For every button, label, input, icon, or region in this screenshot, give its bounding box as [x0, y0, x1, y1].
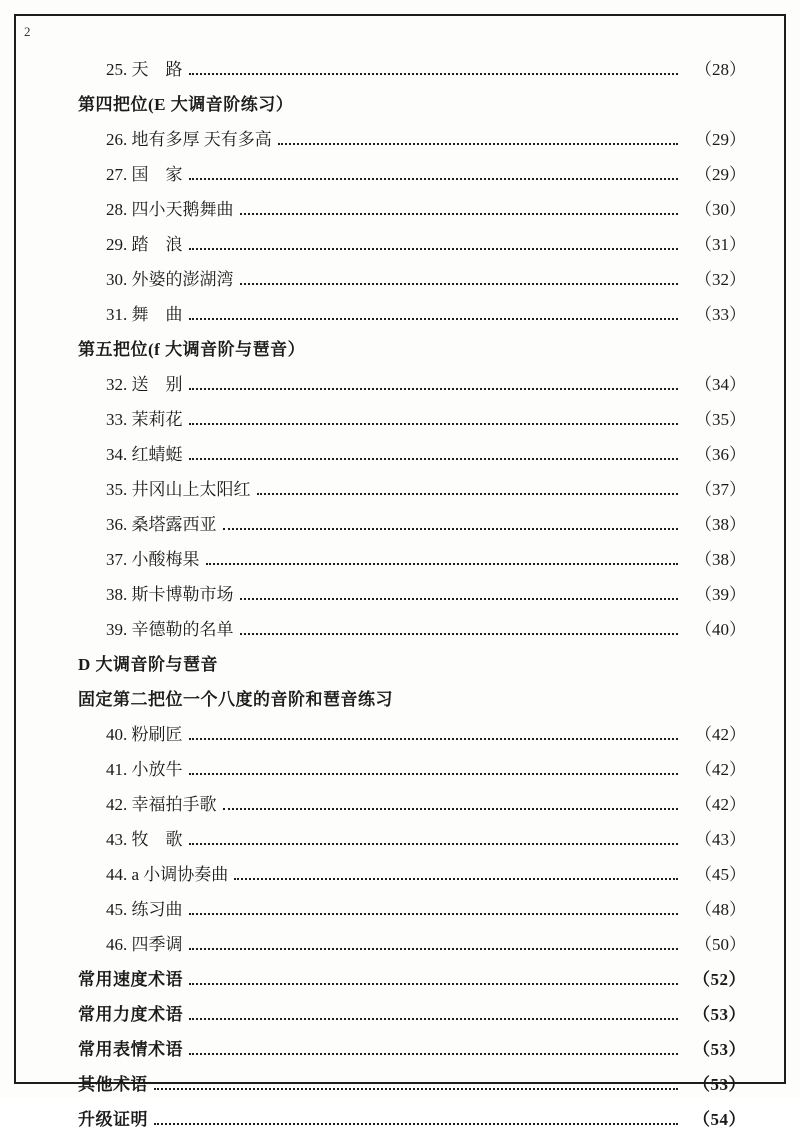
toc-dot-leader: [189, 927, 679, 962]
toc-entry-label: 固定第二把位一个八度的音阶和琶音练习: [78, 690, 393, 709]
toc-dot-leader: [278, 122, 678, 157]
toc-entry-page: （29）: [695, 130, 746, 149]
toc-entry-label: 38. 斯卡博勒市场: [106, 585, 234, 604]
toc-entry-label: 常用力度术语: [78, 1005, 183, 1024]
toc-entry-label: 第四把位(E 大调音阶练习）: [78, 95, 294, 114]
toc-entry: [78, 507, 746, 542]
toc-entry-label: 40. 粉刷匠: [106, 725, 183, 744]
toc-entry: [78, 227, 746, 262]
toc-entry-page: （37）: [695, 480, 746, 499]
toc-entry-page: （35）: [695, 410, 746, 429]
toc-backmatter-entry: [78, 1032, 746, 1067]
toc-dot-leader: [240, 192, 679, 227]
toc-entry-label: 第五把位(f 大调音阶与琶音）: [78, 340, 306, 359]
toc-entry-label: 常用表情术语: [78, 1040, 183, 1059]
toc-entry-page: （33）: [695, 305, 746, 324]
toc-entry: [78, 367, 746, 402]
toc-entry: [78, 472, 746, 507]
toc-entry-label: 46. 四季调: [106, 935, 183, 954]
toc-entry: [78, 717, 746, 752]
toc-entry-label: 升级证明: [78, 1110, 148, 1129]
toc-entry-page: （38）: [695, 515, 746, 534]
toc-dot-leader: [240, 262, 679, 297]
toc-dot-leader: [154, 1067, 678, 1102]
toc-dot-leader: [257, 472, 679, 507]
toc-entry: [78, 822, 746, 857]
toc-entry-label: 34. 红蜻蜓: [106, 445, 183, 464]
toc-dot-leader: [154, 1102, 678, 1137]
toc-entry-page: （53）: [693, 1075, 746, 1094]
toc-entry: [78, 857, 746, 892]
toc-entry: [78, 612, 746, 647]
toc-entry-page: （43）: [695, 830, 746, 849]
toc-dot-leader: [189, 402, 679, 437]
toc-entry-label: 37. 小酸梅果: [106, 550, 200, 569]
toc-entry-label: 29. 踏 浪: [106, 235, 183, 254]
toc-entry-label: 25. 天 路: [106, 60, 183, 79]
toc-dot-leader: [240, 577, 679, 612]
toc-entry-label: 44. a 小调协奏曲: [106, 865, 229, 884]
toc-backmatter-entry: [78, 997, 746, 1032]
toc-dot-leader: [189, 892, 679, 927]
toc-dot-leader: [206, 542, 679, 577]
toc-entry-page: （38）: [695, 550, 746, 569]
toc-dot-leader: [234, 857, 678, 892]
toc-dot-leader: [189, 297, 679, 332]
toc-entry-label: D 大调音阶与琶音: [78, 655, 219, 674]
toc-section-heading: [78, 87, 746, 122]
toc-entry-label: 41. 小放牛: [106, 760, 183, 779]
toc-entry-label: 36. 桑塔露西亚: [106, 515, 217, 534]
toc-entry: [78, 192, 746, 227]
toc-entry: [78, 927, 746, 962]
toc-section-heading: [78, 647, 746, 682]
toc-entry: [78, 297, 746, 332]
toc-entry: [78, 402, 746, 437]
toc-dot-leader: [240, 612, 679, 647]
toc-entry-label: 27. 国 家: [106, 165, 183, 184]
toc-section-heading: [78, 682, 746, 717]
toc-entry: [78, 542, 746, 577]
toc-entry-page: （52）: [693, 970, 746, 989]
toc-entry: [78, 157, 746, 192]
toc-entry-label: 30. 外婆的澎湖湾: [106, 270, 234, 289]
toc-entry-label: 31. 舞 曲: [106, 305, 183, 324]
toc-entry: [78, 752, 746, 787]
toc-dot-leader: [189, 227, 679, 262]
toc-entry: [78, 437, 746, 472]
toc-entry-page: （50）: [695, 935, 746, 954]
toc-entry-page: （54）: [693, 1110, 746, 1129]
toc-entry: [78, 577, 746, 612]
toc-entry: [78, 122, 746, 157]
toc-entry: [78, 52, 746, 87]
toc-dot-leader: [224, 647, 678, 682]
toc-dot-leader: [189, 962, 678, 997]
toc-entry-label: 39. 辛德勒的名单: [106, 620, 234, 639]
toc-entry-page: （30）: [695, 200, 746, 219]
toc-entry-page: （31）: [695, 235, 746, 254]
toc-entry-page: （53）: [693, 1005, 746, 1024]
toc-dot-leader: [223, 507, 679, 542]
toc-entry-page: （39）: [695, 585, 746, 604]
toc-dot-leader: [399, 682, 678, 717]
toc-dot-leader: [223, 787, 679, 822]
toc-entry-label: 42. 幸福拍手歌: [106, 795, 217, 814]
toc-dot-leader: [311, 332, 678, 367]
toc-entry-page: （34）: [695, 375, 746, 394]
toc-entry-page: （53）: [693, 1040, 746, 1059]
toc-entry-label: 35. 井冈山上太阳红: [106, 480, 251, 499]
toc-dot-leader: [189, 997, 678, 1032]
toc-entry-page: （48）: [695, 900, 746, 919]
toc-entry-label: 28. 四小天鹅舞曲: [106, 200, 234, 219]
toc-entry-page: （42）: [695, 760, 746, 779]
toc-entry-page: （36）: [695, 445, 746, 464]
page-folio: 2: [24, 24, 31, 39]
toc-entry: [78, 787, 746, 822]
toc-dot-leader: [189, 157, 679, 192]
toc-dot-leader: [189, 52, 679, 87]
toc-entry-label: 常用速度术语: [78, 970, 183, 989]
toc-dot-leader: [189, 822, 679, 857]
toc-dot-leader: [299, 87, 678, 122]
toc-dot-leader: [189, 367, 679, 402]
toc-dot-leader: [189, 717, 679, 752]
toc-entry-page: （29）: [695, 165, 746, 184]
toc-backmatter-entry: [78, 1067, 746, 1102]
toc-dot-leader: [189, 437, 679, 472]
toc-entry-page: （28）: [695, 60, 746, 79]
toc-entry-label: 43. 牧 歌: [106, 830, 183, 849]
toc-entry-page: （42）: [695, 725, 746, 744]
toc-backmatter-entry: [78, 1102, 746, 1137]
toc-entry-page: （32）: [695, 270, 746, 289]
toc-dot-leader: [189, 1032, 678, 1067]
toc-entry-label: 其他术语: [78, 1075, 148, 1094]
toc-dot-leader: [189, 752, 679, 787]
toc-backmatter-entry: [78, 962, 746, 997]
toc-entry: [78, 892, 746, 927]
toc-entry-page: （40）: [695, 620, 746, 639]
toc-entry-label: 45. 练习曲: [106, 900, 183, 919]
table-of-contents: [78, 52, 746, 1137]
toc-entry-label: 26. 地有多厚 天有多高: [106, 130, 272, 149]
toc-entry: [78, 262, 746, 297]
toc-section-heading: [78, 332, 746, 367]
toc-entry-page: （42）: [695, 795, 746, 814]
toc-entry-page: （45）: [695, 865, 746, 884]
toc-entry-label: 33. 茉莉花: [106, 410, 183, 429]
toc-entry-label: 32. 送 别: [106, 375, 183, 394]
